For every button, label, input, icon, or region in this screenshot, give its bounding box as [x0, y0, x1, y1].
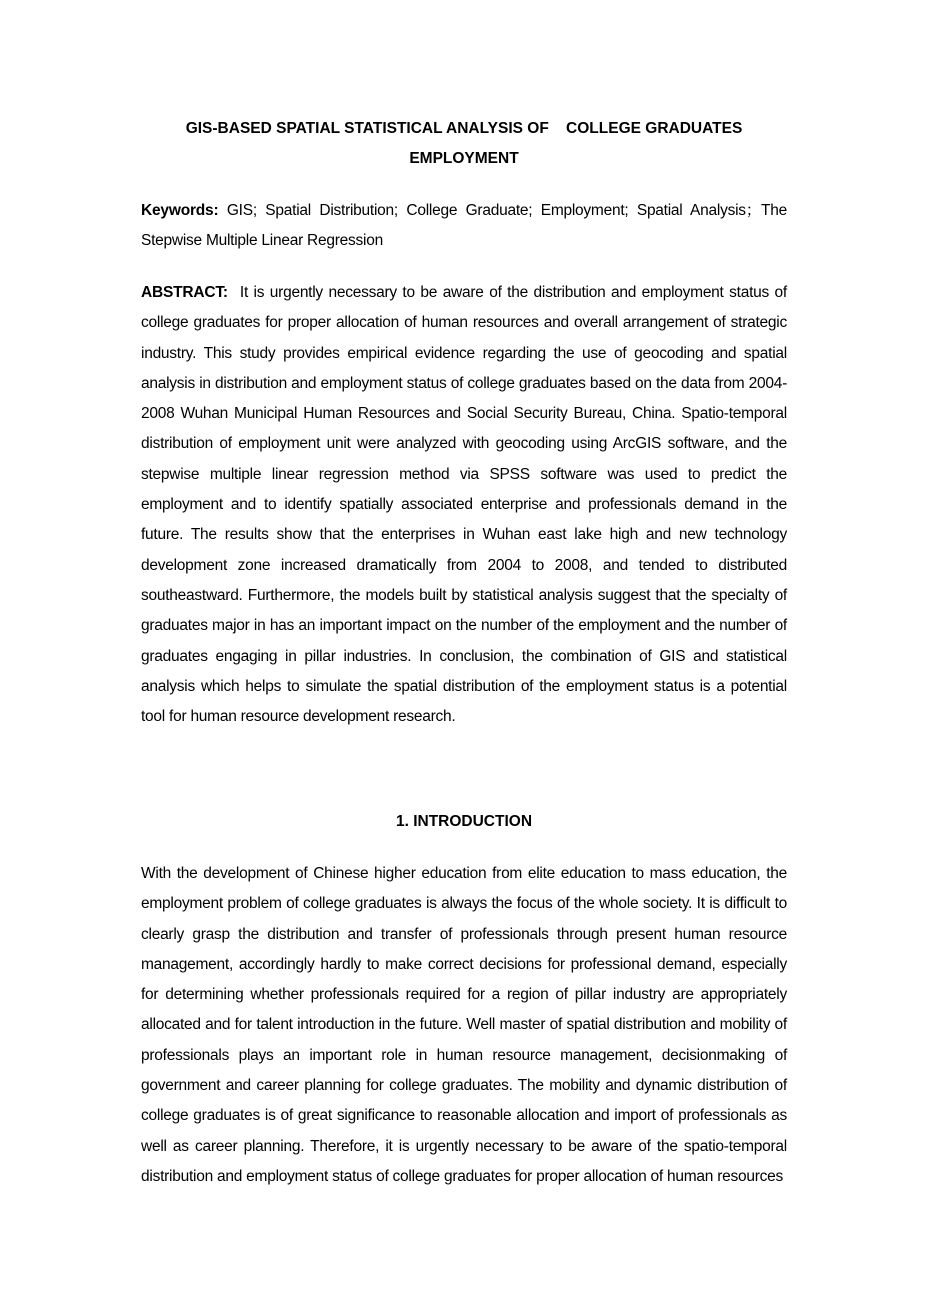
keywords-text: GIS; Spatial Distribution; College Graduate; Employment; Spatial Analysis；The Stepwise Multiple Linear Regression: [141, 202, 787, 250]
paper-title: [140, 114, 788, 174]
keywords-label: Keywords:: [141, 202, 219, 219]
abstract-text: It is urgently necessary to be aware of the distribution and employment status of college graduates for proper allocation of human resources and overall arrangement of strategic industry. This study provides empirical evidence regarding the use of geocoding and spatial analysis in distribution and employment status of college graduates based on the data from 2004-2008 Wuhan Municipal Human Resources and Social Security Bureau, China. Spatio-temporal distribution of employment unit were analyzed with geocoding using ArcGIS software, and the stepwise multiple linear regression method via SPSS software was used to predict the employment and to identify spatially associated enterprise and professionals demand in the future. The results show that the enterprises in Wuhan east lake high and new technology development zone increased dramatically from 2004 to 2008, and tended to distributed southeastward. Furthermore, the models built by statistical analysis suggest that the specialty of graduates major in has an important impact on the number of the employment and the number of graduates engaging in pillar industries. In conclusion, the combination of GIS and statistical analysis which helps to simulate the spatial distribution of the employment status is a potential tool for human resource development research.: [141, 284, 787, 726]
paper-title-line-2: EMPLOYMENT: [409, 150, 519, 167]
keywords-paragraph: [141, 196, 787, 257]
abstract-label: ABSTRACT:: [141, 284, 228, 301]
abstract-paragraph: [141, 278, 787, 732]
paper-title-line-1: GIS-BASED SPATIAL STATISTICAL ANALYSIS OF COLLEGE GRADUATES: [185, 120, 743, 137]
section-heading-introduction: 1. INTRODUCTION: [395, 813, 533, 830]
introduction-paragraph: With the development of Chinese higher education from elite education to mass education, the employment problem of college graduates is always the focus of the whole society. It is difficult to clearly grasp the distribution and transfer of professionals through present human resource management, accordingly hardly to make correct decisions for professional demand, especially for determining whether professionals required for a region of pillar industry are appropriately allocated and for talent introduction in the future. Well master of spatial distribution and mobility of professionals plays an important role in human resource management, decisionmaking of government and career planning for college graduates. The mobility and dynamic distribution of college graduates is of great significance to reasonable allocation and import of professionals as well as career planning. Therefore, it is urgently necessary to be aware of the spatio-temporal distribution and employment status of college graduates for proper allocation of human resources: [141, 865, 787, 1185]
